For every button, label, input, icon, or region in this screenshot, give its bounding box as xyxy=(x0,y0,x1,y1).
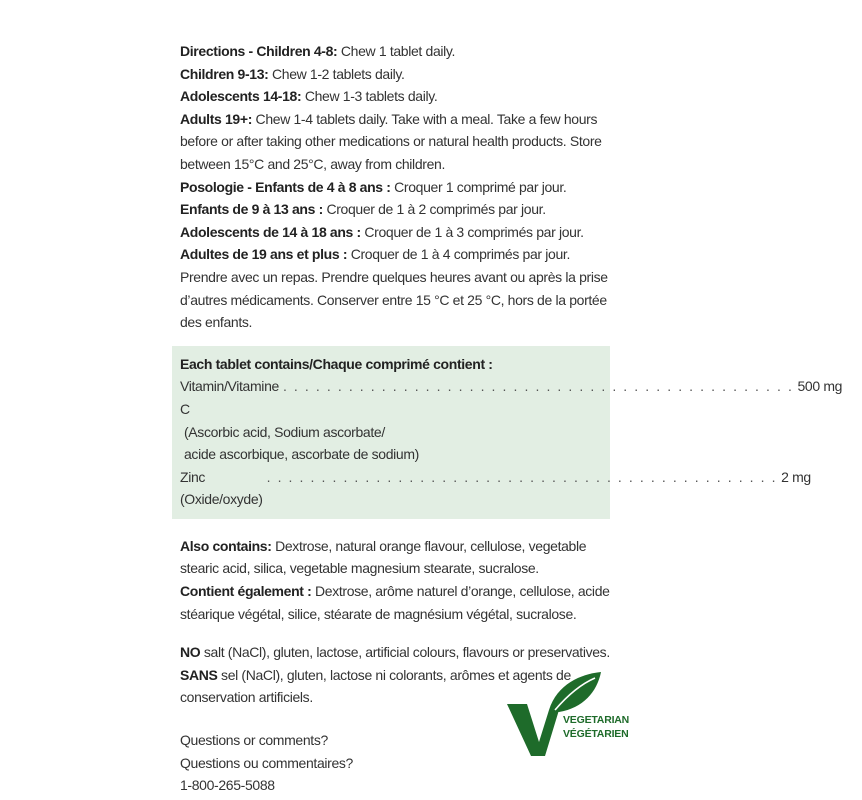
contact-phone: 1-800-265-5088 xyxy=(180,777,275,794)
directions-fr xyxy=(180,176,620,334)
directions-line: Enfants de 9 à 13 ans : Croquer de 1 à 2 comprimés par jour. xyxy=(180,201,546,218)
ingredient-source: acide ascorbique, ascorbate de sodium) xyxy=(184,446,419,463)
badge-line-en: VEGETARIAN xyxy=(563,714,630,726)
directions-line: Directions - Children 4-8: Chew 1 tablet daily. xyxy=(180,43,456,59)
directions-line: Adolescents 14-18: Chew 1-3 tablets daily. xyxy=(180,88,438,105)
directions-line: Adolescents de 14 à 18 ans : Croquer de 1 à 3 comprimés par jour. xyxy=(180,223,584,240)
ingredient-amount: 500 mg xyxy=(797,378,843,395)
directions-line: Adults 19+: Chew 1-4 tablets daily. Take with a meal. Take a few hours before or after taking other medications or natural health products. Store between 15°C and 25°C, away from children. xyxy=(180,110,602,172)
vegetarian-badge xyxy=(505,670,630,760)
also-contains-en: Also contains: Dextrose, natural orange flavour, cellulose, vegetable stearic acid, silica, vegetable magnesium stearate, sucralose. xyxy=(180,537,587,577)
free-of-en: NO salt (NaCl), gluten, lactose, artificial colours, flavours or preservatives. xyxy=(180,644,610,661)
ingredient-name: Zinc (Oxide/oxyde) xyxy=(180,468,263,508)
contact-question-fr: Questions ou commentaires? xyxy=(180,754,353,771)
also-contains-fr: Contient également : Dextrose, arôme naturel d’orange, cellulose, acide stéarique végétal, silice, stéarate de magnésium végétal, sucralose. xyxy=(180,583,610,622)
ingredient-row-zinc xyxy=(180,466,811,511)
ingredients-heading: Each tablet contains/Chaque comprimé contient : xyxy=(180,355,493,372)
directions-en xyxy=(180,40,620,176)
ingredient-row-vitamin-c xyxy=(180,375,843,420)
free-of-fr: SANS sel (NaCl), gluten, lactose ni colorants, arômes et agents de conservation artificiels. xyxy=(180,666,571,706)
leader-dots: . . . . . . . . . . . . . . . . . . . . . . . . . . . . . . . . . . . . . . . . . . . . . . . xyxy=(282,378,794,395)
leader-dots: . . . . . . . . . . . . . . . . . . . . . . . . . . . . . . . . . . . . . . . . . . . . . . . xyxy=(266,468,778,485)
directions-line: Posologie - Enfants de 4 à 8 ans : Croquer 1 comprimé par jour. xyxy=(180,178,567,195)
ingredients-panel xyxy=(172,346,843,519)
directions-line: Adultes de 19 ans et plus : Croquer de 1 à 4 comprimés par jour. Prendre avec un repas. Prendre quelques heures avant ou après la prise d’autres médicaments. Conserver entre 15 °C et 25 °C, hors de la portée des enfants. xyxy=(180,246,608,331)
ingredient-name: Vitamin/Vitamine C xyxy=(180,378,279,417)
badge-line-fr: VÉGÉTARIEN xyxy=(563,728,629,740)
directions-line: Children 9-13: Chew 1-2 tablets daily. xyxy=(180,65,405,82)
ingredient-source: (Ascorbic acid, Sodium ascorbate/ xyxy=(184,423,385,440)
ingredient-amount: 2 mg xyxy=(781,468,811,485)
contact-question-en: Questions or comments? xyxy=(180,732,328,749)
